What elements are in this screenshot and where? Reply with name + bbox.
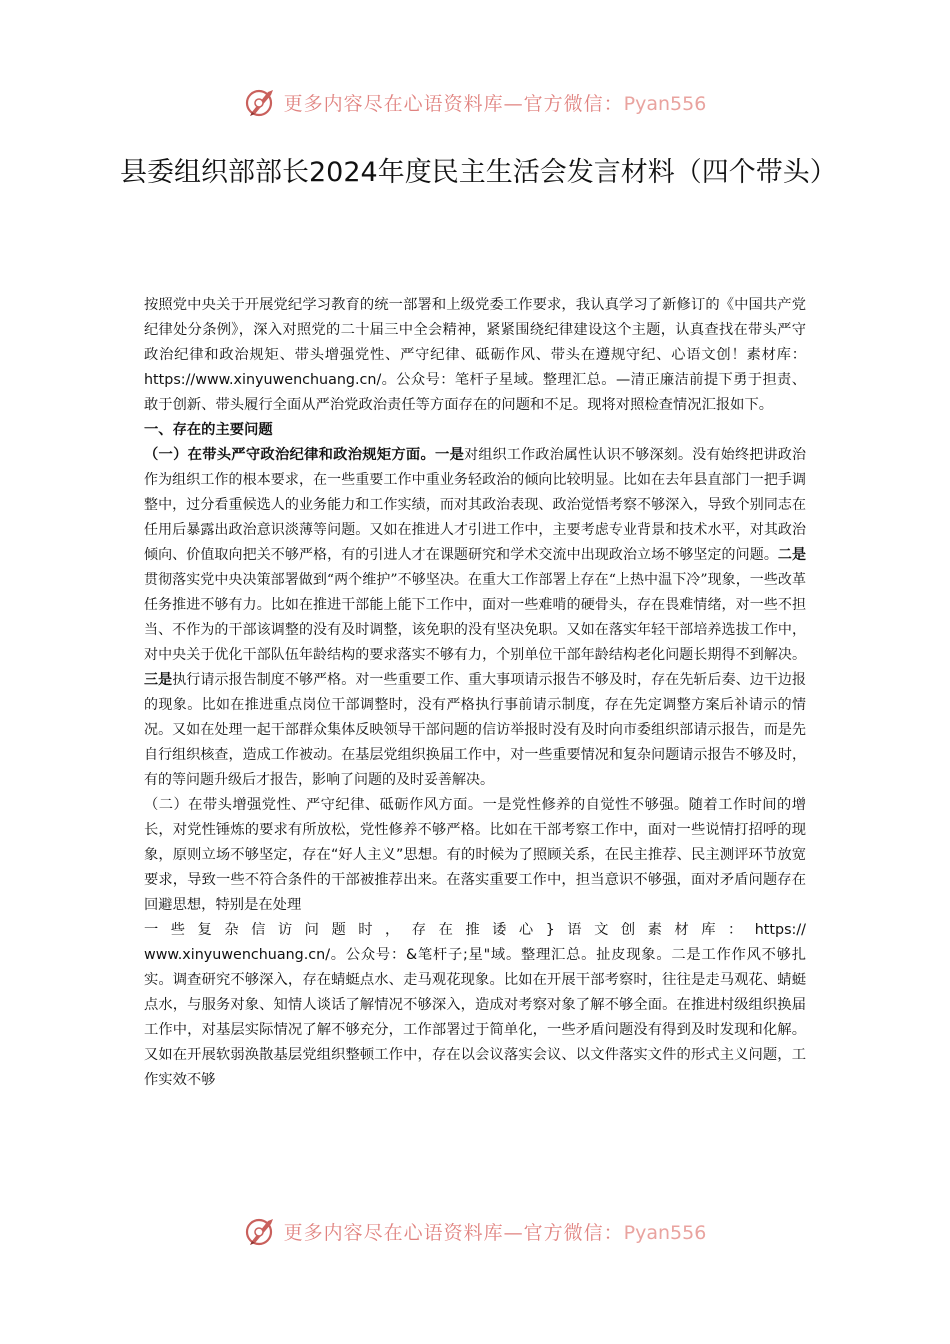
section-1-text-1: 对组织工作政治属性认识不够深刻。没有始终把讲政治作为组织工作的根本要求，在一些重要工作中重业务轻政治的倾向比较明显。比如在去年县直部门一把手调整中，过分看重候选人的业务能力和工作实绩，而对其政治表现、政治觉悟考察不够深入，导致个别同志在任用后暴露出政治意识淡薄等问题。又如在推进人才引进工作中，主要考虑专业背景和技术水平，对其政治倾向、价值取向把关不够严格，有的引进人才在课题研究和学术交流中出现政治立场不够坚定的问题。 [144,447,807,563]
section-heading: 一、存在的主要问题 [144,422,273,438]
section-1-lead-2: 二是 [777,547,807,563]
intro-paragraph: 按照党中央关于开展党纪学习教育的统一部署和上级党委工作要求，我认真学习了新修订的《中国共产党纪律处分条例》，深入对照党的二十届三中全会精神，紧紧围绕纪律建设这个主题，认真查找在带头严守政治纪律和政治规矩、带头增强党性、严守纪律、砥砺作风、带头在遵规守纪、心语文创！素材库：https://www.xinyuwenchuang.cn/。公众号：笔杆子星域。整理汇总。—清正廉洁前提下勇于担责、敢于创新、带头履行全面从严治党政治责任等方面存在的问题和不足。现将对照检查情况汇报如下。 [144,297,806,413]
header-watermark-banner [0,82,950,122]
section-1-text-2: 贯彻落实党中央决策部署做到“两个维护”不够坚决。在重大工作部署上存在“上热中温下冷”现象，一些改革任务推进不够有力。比如在推进干部能上能下工作中，面对一些难啃的硬骨头，存在畏难情绪，对一些不担当、不作为的干部该调整的没有及时调整，该免职的没有坚决免职。又如在落实年轻干部培养选拔工作中，对中央关于优化干部队伍年龄结构的要求落实不够有力，个别单位干部年龄结构老化问题长期得不到解决。 [144,572,806,663]
section-2-text-b: 一些复杂信访问题时，存在推诿心}语文创素材库：https:// [144,922,806,938]
document-body [144,293,806,1093]
section-2-text-c: www.xinyuwenchuang.cn/。公众号：&笔杆子;星"域。整理汇总。扯皮现象。二是工作作风不够扎实。调查研究不够深入，存在蜻蜓点水、走马观花现象。比如在开展干部考察时，往往是走马观花、蜻蜓点水，与服务对象、知情人谈话了解情况不够深入，造成对考察对象了解不够全面。在推进村级组织换届工作中，对基层实际情况了解不够充分，工作部署过于简单化，一些矛盾问题没有得到及时发现和化解。又如在开展软弱涣散基层党组织整顿工作中，存在以会议落实会议、以文件落实文件的形式主义问题，工作实效不够 [144,947,806,1088]
pen-logo-icon [244,1214,278,1248]
section-1-paragraph [144,443,806,793]
section-2-paragraph [144,793,806,1093]
document-title: 县委组织部部长2024年度民主生活会发言材料（四个带头） [120,157,837,188]
footer-watermark-banner [0,1211,950,1251]
pen-logo-icon [244,85,278,119]
section-2-text-a: （二）在带头增强党性、严守纪律、砥砺作风方面。一是党性修养的自觉性不够强。随着工作时间的增长，对党性锤炼的要求有所放松，党性修养不够严格。比如在干部考察工作中，面对一些说情打招呼的现象，原则立场不够坚定，存在“好人主义”思想。有的时候为了照顾关系，在民主推荐、民主测评环节放宽要求，导致一些不符合条件的干部被推荐出来。在落实重要工作中，担当意识不够强，面对矛盾问题存在回避思想，特别是在处理 [144,797,806,913]
section-1-text-3: 执行请示报告制度不够严格。对一些重要工作、重大事项请示报告不够及时，存在先斩后奏、边干边报的现象。比如在推进重点岗位干部调整时，没有严格执行事前请示制度，存在先定调整方案后补请示的情况。又如在处理一起干部群众集体反映领导干部问题的信访举报时没有及时向市委组织部请示报告，而是先自行组织核查，造成工作被动。在基层党组织换届工作中，对一些重要情况和复杂问题请示报告不够及时，有的等问题升级后才报告，影响了问题的及时妥善解决。 [144,672,807,788]
section-1-lead: （一）在带头严守政治纪律和政治规矩方面。一是 [144,447,465,463]
section-1-lead-3: 三是 [144,672,173,688]
banner-text: 更多内容尽在心语资料库—官方微信：Pyan556 [283,1221,707,1244]
banner-text: 更多内容尽在心语资料库—官方微信：Pyan556 [283,92,707,115]
